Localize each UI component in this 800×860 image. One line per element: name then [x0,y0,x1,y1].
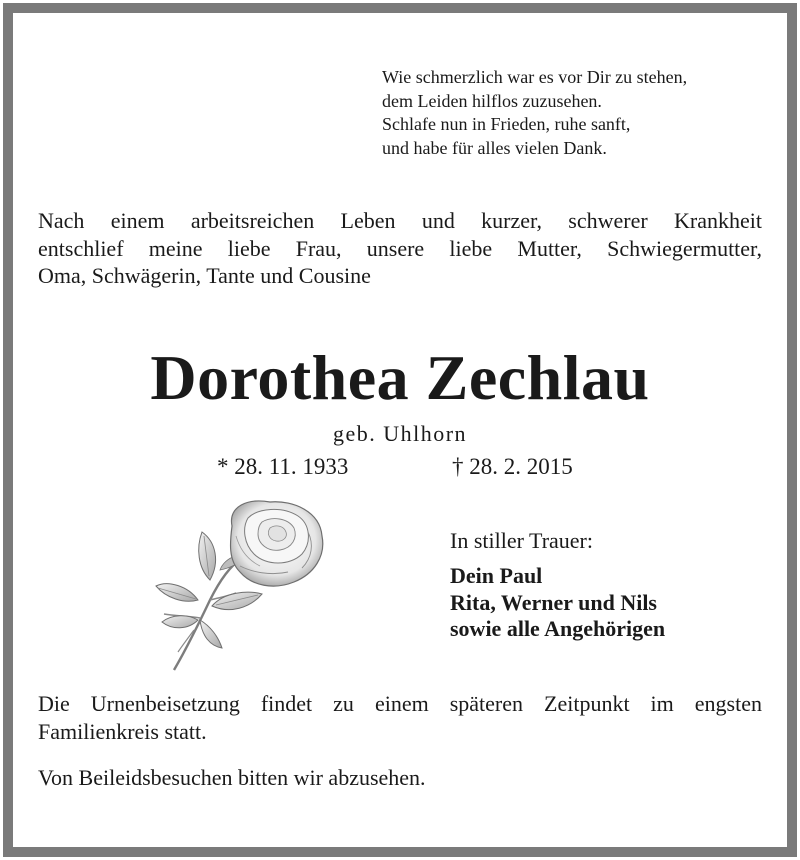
memorial-poem [382,66,782,160]
mourner-name: Rita, Werner und Nils [450,589,657,615]
birth-date: * 28. 11. 1933 [217,454,349,479]
mourner-name: Dein Paul [450,563,543,588]
poem-line: Schlafe nun in Frieden, ruhe sanft, [382,114,631,134]
intro-line: Nach einem arbeitsreichen Leben und kurzer, schwerer Krankheit [38,208,762,233]
poem-line: und habe für alles vielen Dank. [382,137,607,158]
visits-note: Von Beileidsbesuchen bitten wir abzusehen. [38,765,426,790]
deceased-name: Dorothea Zechlau [150,342,650,413]
intro-line: entschlief meine liebe Frau, unsere liebe Mutter, Schwiegermutter, [38,235,762,261]
poem-line: Wie schmerzlich war es vor Dir zu stehen, [382,67,688,87]
death-date: † 28. 2. 2015 [452,454,573,479]
mourning-heading: In stiller Trauer: [450,528,593,553]
rose-illustration-icon [148,496,328,674]
intro-line: Oma, Schwägerin, Tante und Cousine [38,263,371,288]
mourner-name: sowie alle Angehörigen [450,616,666,641]
burial-notice [38,690,762,745]
notice-line: Familienkreis statt. [38,718,207,744]
mourners-list [450,563,665,643]
notice-line: Die Urnenbeisetzung findet zu einem späteren Zeitpunkt im engsten [38,691,762,716]
maiden-name: geb. Uhlhorn [332,421,468,446]
intro-paragraph [38,207,762,290]
poem-line: dem Leiden hilflos zuzusehen. [382,90,602,111]
